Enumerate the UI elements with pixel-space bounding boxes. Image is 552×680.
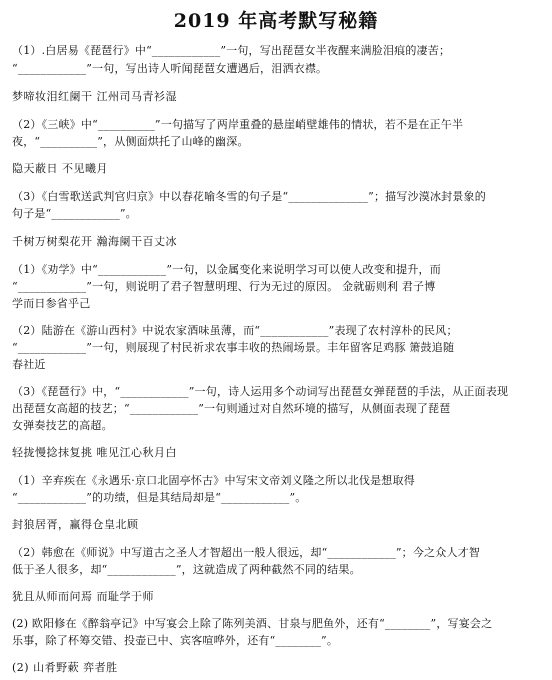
question-line: 出琵琶女高超的技艺；“____________”一句则通过对自然环境的描写，从侧面表现了琵琶 — [12, 402, 451, 415]
answer-line: 封狼居胥，赢得仓皇北顾 — [12, 518, 139, 531]
question-line: 春社近 — [12, 358, 46, 371]
question-line: 夜，“__________”，从侧面烘托了山峰的幽深。 — [12, 135, 249, 148]
answer-line: 隐天蔽日 不见曦月 — [12, 162, 108, 175]
question-line: “____________”的功绩，但是其结局却是“____________”。 — [12, 491, 307, 504]
question-line: (2) 欧阳修在《醉翁亭记》中写宴会上除了陈列美酒、甘泉与肥鱼外，还有“________”，写宴会之 — [12, 617, 493, 630]
question-line: （2）陆游在《游山西村》中说农家酒味虽薄，而“____________”表现了农村淳朴的民风； — [12, 324, 458, 337]
question-line: （1）.白居易《琵琶行》中“____________”一句，写出琵琶女半夜醒来满脸泪痕的凄苦； — [12, 44, 451, 57]
question-line: （3）《白雪歌送武判官归京》中以春花喻冬雪的句子是“______________”；描写沙漠冰封景象的 — [12, 190, 486, 203]
question-line: （1）辛弃疾在《永遇乐·京口北固亭怀古》中写宋文帝刘义隆之所以北伐是想取得 — [12, 474, 415, 487]
question-line: “____________”一句，则展现了村民祈求农事丰收的热闹场景。丰年留客足鸡豚 箫鼓追随 — [12, 341, 455, 354]
question-line: 乐事，除了杯筹交错、投壶已中、宾客喧哗外，还有“________”。 — [12, 634, 339, 647]
question-line: （2）韩愈在《师说》中写道古之圣人才智超出一般人很远，却“____________”；今之众人才智 — [12, 546, 481, 559]
question-line: （2）《三峡》中“__________”一句描写了两岸重叠的悬崖峭壁雄伟的情状，若不是在正午半 — [12, 118, 464, 131]
question-line: 句子是“____________”。 — [12, 207, 137, 220]
question-line: “____________”一句，则说明了君子智慧明理、行为无过的原因。 金就砺则利 君子博 — [12, 280, 436, 293]
question-line: 学而日参省乎己 — [12, 297, 91, 310]
question-line: 女弹奏技艺的高超。 — [12, 419, 113, 432]
question-line: 低于圣人很多，却“____________”，这就造成了两种截然不同的结果。 — [12, 563, 361, 576]
answer-line: 犹且从师而问焉 而耻学于师 — [12, 590, 154, 603]
page-title: 2019 年高考默写秘籍 — [173, 10, 379, 32]
answer-line: 千树万树梨花开 瀚海阑干百丈冰 — [12, 235, 177, 248]
answer-line: (2) 山肴野蔌 弈者胜 — [12, 661, 118, 674]
question-line: “____________”一句，写出诗人听闻琵琶女遭遇后，泪洒衣襟。 — [12, 62, 328, 75]
question-line: （3）《琵琶行》中，“____________”一句，诗人运用多个动词写出琵琶女弹琵琶的手法，从正面表现 — [12, 385, 509, 398]
answer-line: 轻拢慢捻抹复挑 唯见江心秋月白 — [12, 446, 177, 459]
question-line: （1）《劝学》中“____________”一句，以金属变化来说明学习可以使人改变和提升，而 — [12, 263, 441, 276]
answer-line: 梦啼妆泪红阑干 江州司马青衫湿 — [12, 90, 177, 103]
